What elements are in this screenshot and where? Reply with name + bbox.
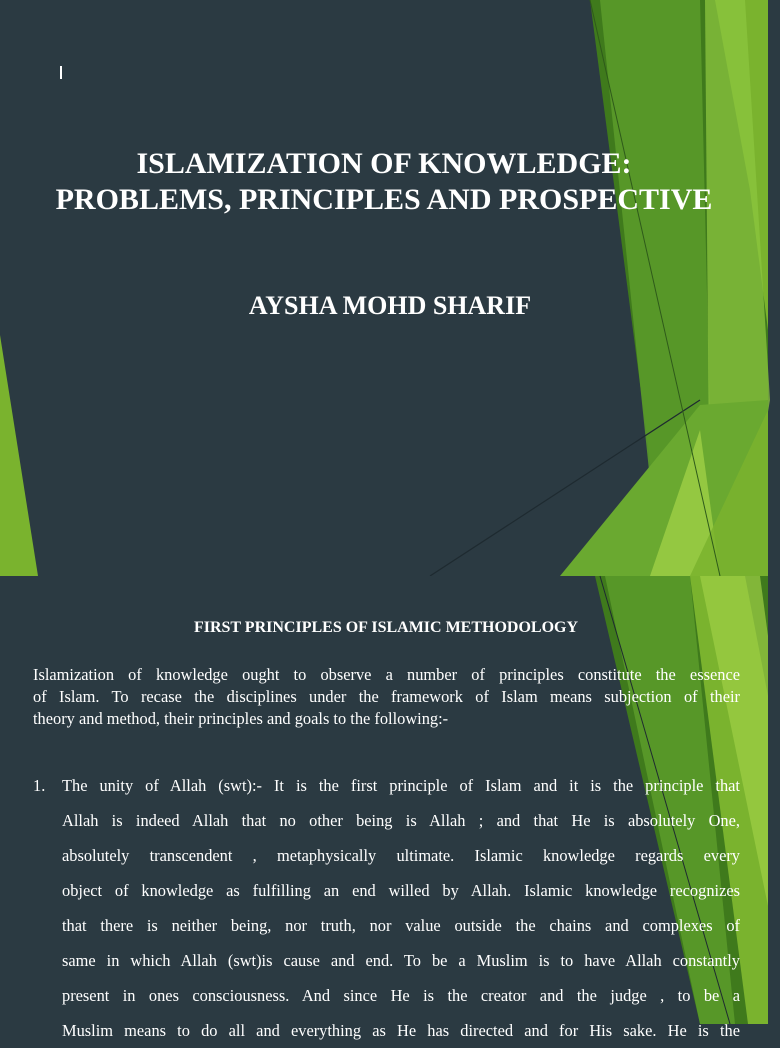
title-line-1: ISLAMIZATION OF KNOWLEDGE: [136,147,632,180]
title-line-2: PROBLEMS, PRINCIPLES AND PROSPECTIVE [55,183,713,216]
item-line: Allah is indeed Allah that no other being is Allah ; and that He is absolutely One, [62,811,740,830]
item-line: The unity of Allah (swt):- It is the first principle of Islam and it is the principle that [62,776,740,795]
item-line: absolutely transcendent , metaphysically ultimate. Islamic knowledge regards every [62,846,740,865]
slide-title [0,146,768,218]
intro-paragraph [33,664,740,730]
item-line: that there is neither being, nor truth, nor value outside the chains and complexes of [62,916,740,935]
list-item-number: 1. [33,776,46,795]
slide-marker [60,66,62,79]
intro-line: theory and method, their principles and goals to the following:- [33,709,449,728]
item-line: object of knowledge as fulfilling an end willed by Allah. Islamic knowledge recognizes [62,881,740,900]
item-line: Muslim means to do all and everything as He has directed and for His sake. He is the [62,1021,740,1040]
item-line: same in which Allah (swt)is cause and end. To be a Muslim is to have Allah constantly [62,951,740,970]
list-item-text [62,768,740,1048]
intro-line: of Islam. To recase the disciplines under the framework of Islam means subjection of their [33,687,740,706]
section-heading: FIRST PRINCIPLES OF ISLAMIC METHODOLOGY [193,619,579,636]
item-line: present in ones consciousness. And since He is the creator and the judge , to be a [62,986,740,1005]
content-slide [0,576,768,1040]
author-name: AYSHA MOHD SHARIF [248,291,532,320]
intro-line: Islamization of knowledge ought to observe a number of principles constitute the essence [33,665,740,684]
